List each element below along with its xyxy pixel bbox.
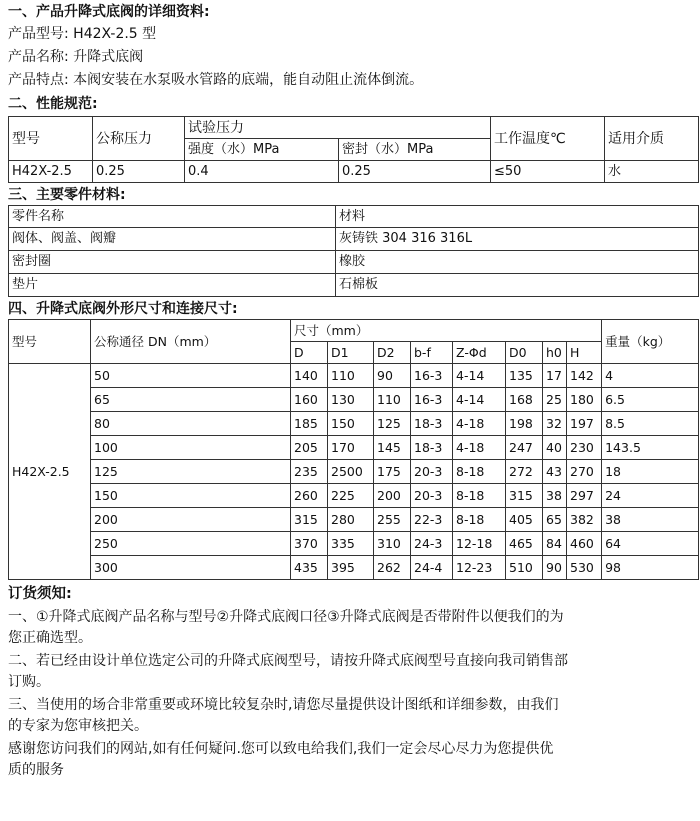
dim-cell: 175 (374, 460, 411, 484)
dim-cell: 4-18 (453, 436, 506, 460)
dim-cell: 90 (543, 556, 567, 580)
dim-subheader: D0 (506, 342, 543, 364)
order-heading: 订货须知: (8, 586, 72, 602)
dim-cell: 50 (91, 364, 291, 388)
dim-cell: 315 (506, 484, 543, 508)
dim-cell: 370 (291, 532, 328, 556)
dim-cell: 8-18 (453, 508, 506, 532)
dim-cell: 150 (91, 484, 291, 508)
dim-cell: 12-18 (453, 532, 506, 556)
dim-cell: 4-14 (453, 364, 506, 388)
perf-cell: 水 (605, 161, 699, 183)
dim-subheader: D (291, 342, 328, 364)
dim-cell: 300 (91, 556, 291, 580)
dim-header-size: 尺寸（mm） (291, 320, 602, 342)
dim-cell: 315 (291, 508, 328, 532)
dim-cell: 272 (506, 460, 543, 484)
dim-cell: 145 (374, 436, 411, 460)
dim-cell: 4-14 (453, 388, 506, 412)
dim-subheader: H (567, 342, 602, 364)
note-2a: 二、若已经由设计单位选定公司的升降式底阀型号，请按升降式底阀型号直接向我司销售部 (8, 653, 568, 669)
table-row (9, 556, 699, 580)
dim-cell: 18-3 (411, 412, 453, 436)
dim-cell: 8-18 (453, 484, 506, 508)
dim-header-weight: 重量（kg） (602, 320, 699, 364)
dim-cell: 24-3 (411, 532, 453, 556)
dim-cell: 510 (506, 556, 543, 580)
dim-cell: 4-18 (453, 412, 506, 436)
model-line: 产品型号: H42X-2.5 型 (8, 26, 157, 42)
perf-cell: ≤50 (491, 161, 605, 183)
perf-header-model: 型号 (9, 117, 93, 161)
dim-cell: 43 (543, 460, 567, 484)
material-value: 橡胶 (336, 251, 699, 274)
dim-cell: 8.5 (602, 412, 699, 436)
section-heading-3: 三、主要零件材料: (8, 187, 126, 203)
dim-cell: 18-3 (411, 436, 453, 460)
dim-cell: 80 (91, 412, 291, 436)
section-heading-1: 一、产品升降式底阀的详细资料: (8, 4, 210, 20)
dim-cell: 18 (602, 460, 699, 484)
dim-cell: 247 (506, 436, 543, 460)
dim-model-cell: H42X-2.5 (9, 364, 91, 580)
note-3a: 三、当使用的场合非常重要或环境比较复杂时,请您尽量提供设计图纸和详细参数，由我们 (8, 697, 559, 713)
dim-cell: 262 (374, 556, 411, 580)
dim-cell: 382 (567, 508, 602, 532)
dim-cell: 2500 (328, 460, 374, 484)
dim-cell: 530 (567, 556, 602, 580)
dim-subheader: h0 (543, 342, 567, 364)
dim-subheader: D1 (328, 342, 374, 364)
dim-cell: 32 (543, 412, 567, 436)
dim-cell: 280 (328, 508, 374, 532)
dim-cell: 16-3 (411, 388, 453, 412)
dim-cell: 22-3 (411, 508, 453, 532)
dimensions-table (8, 319, 699, 580)
table-row (9, 388, 699, 412)
dim-cell: 38 (602, 508, 699, 532)
perf-cell: H42X-2.5 (9, 161, 93, 183)
dim-cell: 64 (602, 532, 699, 556)
perf-header-seal: 密封（水）MPa (339, 139, 491, 161)
dim-subheader: Z-Φd (453, 342, 506, 364)
dim-cell: 65 (91, 388, 291, 412)
dim-subheader: b-f (411, 342, 453, 364)
dim-cell: 465 (506, 532, 543, 556)
dim-cell: 185 (291, 412, 328, 436)
dim-cell: 38 (543, 484, 567, 508)
dim-cell: 135 (506, 364, 543, 388)
material-part: 阀体、阀盖、阀瓣 (9, 228, 336, 251)
dim-cell: 65 (543, 508, 567, 532)
section-heading-2: 二、性能规范: (8, 96, 98, 112)
dim-cell: 168 (506, 388, 543, 412)
dim-cell: 40 (543, 436, 567, 460)
table-row (9, 436, 699, 460)
perf-header-strength: 强度（水）MPa (185, 139, 339, 161)
perf-cell: 0.25 (93, 161, 185, 183)
dim-cell: 335 (328, 532, 374, 556)
dim-header-dn: 公称通径 DN（mm） (91, 320, 291, 364)
materials-table (8, 205, 699, 297)
dim-cell: 16-3 (411, 364, 453, 388)
note-3b: 的专家为您审核把关。 (8, 718, 148, 734)
name-line: 产品名称: 升降式底阀 (8, 49, 144, 65)
dim-cell: 98 (602, 556, 699, 580)
dim-cell: 200 (91, 508, 291, 532)
dim-cell: 270 (567, 460, 602, 484)
perf-header-temp: 工作温度℃ (491, 117, 605, 161)
dim-cell: 142 (567, 364, 602, 388)
materials-header-part: 零件名称 (9, 206, 336, 228)
dim-cell: 100 (91, 436, 291, 460)
dim-cell: 17 (543, 364, 567, 388)
feature-line: 产品特点: 本阀安装在水泵吸水管路的底端，能自动阻止流体倒流。 (8, 72, 424, 88)
material-value: 灰铸铁 304 316 316L (336, 228, 699, 251)
thanks-b: 质的服务 (8, 762, 64, 778)
dim-cell: 225 (328, 484, 374, 508)
dim-cell: 197 (567, 412, 602, 436)
dim-cell: 143.5 (602, 436, 699, 460)
dim-cell: 90 (374, 364, 411, 388)
dim-cell: 150 (328, 412, 374, 436)
perf-cell: 0.4 (185, 161, 339, 183)
table-row (9, 364, 699, 388)
dim-subheader: D2 (374, 342, 411, 364)
dim-cell: 200 (374, 484, 411, 508)
perf-header-test: 试验压力 (185, 117, 491, 139)
dim-cell: 260 (291, 484, 328, 508)
dim-cell: 460 (567, 532, 602, 556)
dim-cell: 205 (291, 436, 328, 460)
dim-cell: 8-18 (453, 460, 506, 484)
dim-cell: 20-3 (411, 460, 453, 484)
table-row (9, 460, 699, 484)
dim-cell: 110 (328, 364, 374, 388)
dim-cell: 435 (291, 556, 328, 580)
dim-cell: 395 (328, 556, 374, 580)
dim-cell: 255 (374, 508, 411, 532)
table-row (9, 532, 699, 556)
dim-cell: 250 (91, 532, 291, 556)
dim-cell: 84 (543, 532, 567, 556)
dim-cell: 24-4 (411, 556, 453, 580)
dim-cell: 140 (291, 364, 328, 388)
section-heading-4: 四、升降式底阀外形尺寸和连接尺寸: (8, 301, 238, 317)
materials-header-material: 材料 (336, 206, 699, 228)
table-row (9, 412, 699, 436)
dim-cell: 198 (506, 412, 543, 436)
perf-header-medium: 适用介质 (605, 117, 699, 161)
perf-header-pressure: 公称压力 (93, 117, 185, 161)
note-1b: 您正确选型。 (8, 630, 92, 646)
table-row (9, 484, 699, 508)
thanks-a: 感谢您访问我们的网站,如有任何疑问.您可以致电给我们,我们一定会尽心尽力为您提供优 (8, 741, 554, 757)
note-2b: 订购。 (8, 674, 50, 690)
dim-cell: 230 (567, 436, 602, 460)
dim-cell: 125 (91, 460, 291, 484)
dim-cell: 405 (506, 508, 543, 532)
performance-table (8, 116, 699, 183)
dim-cell: 160 (291, 388, 328, 412)
dim-cell: 4 (602, 364, 699, 388)
dim-cell: 180 (567, 388, 602, 412)
dim-cell: 110 (374, 388, 411, 412)
dim-cell: 170 (328, 436, 374, 460)
dim-cell: 125 (374, 412, 411, 436)
material-part: 垫片 (9, 274, 336, 297)
dim-cell: 310 (374, 532, 411, 556)
dim-cell: 235 (291, 460, 328, 484)
material-part: 密封圈 (9, 251, 336, 274)
dim-cell: 297 (567, 484, 602, 508)
dim-cell: 130 (328, 388, 374, 412)
dim-cell: 6.5 (602, 388, 699, 412)
dim-cell: 25 (543, 388, 567, 412)
material-value: 石棉板 (336, 274, 699, 297)
dim-header-model: 型号 (9, 320, 91, 364)
dim-cell: 12-23 (453, 556, 506, 580)
dim-cell: 24 (602, 484, 699, 508)
dim-cell: 20-3 (411, 484, 453, 508)
perf-cell: 0.25 (339, 161, 491, 183)
note-1a: 一、①升降式底阀产品名称与型号②升降式底阀口径③升降式底阀是否带附件以便我们的为 (8, 609, 564, 625)
table-row (9, 508, 699, 532)
